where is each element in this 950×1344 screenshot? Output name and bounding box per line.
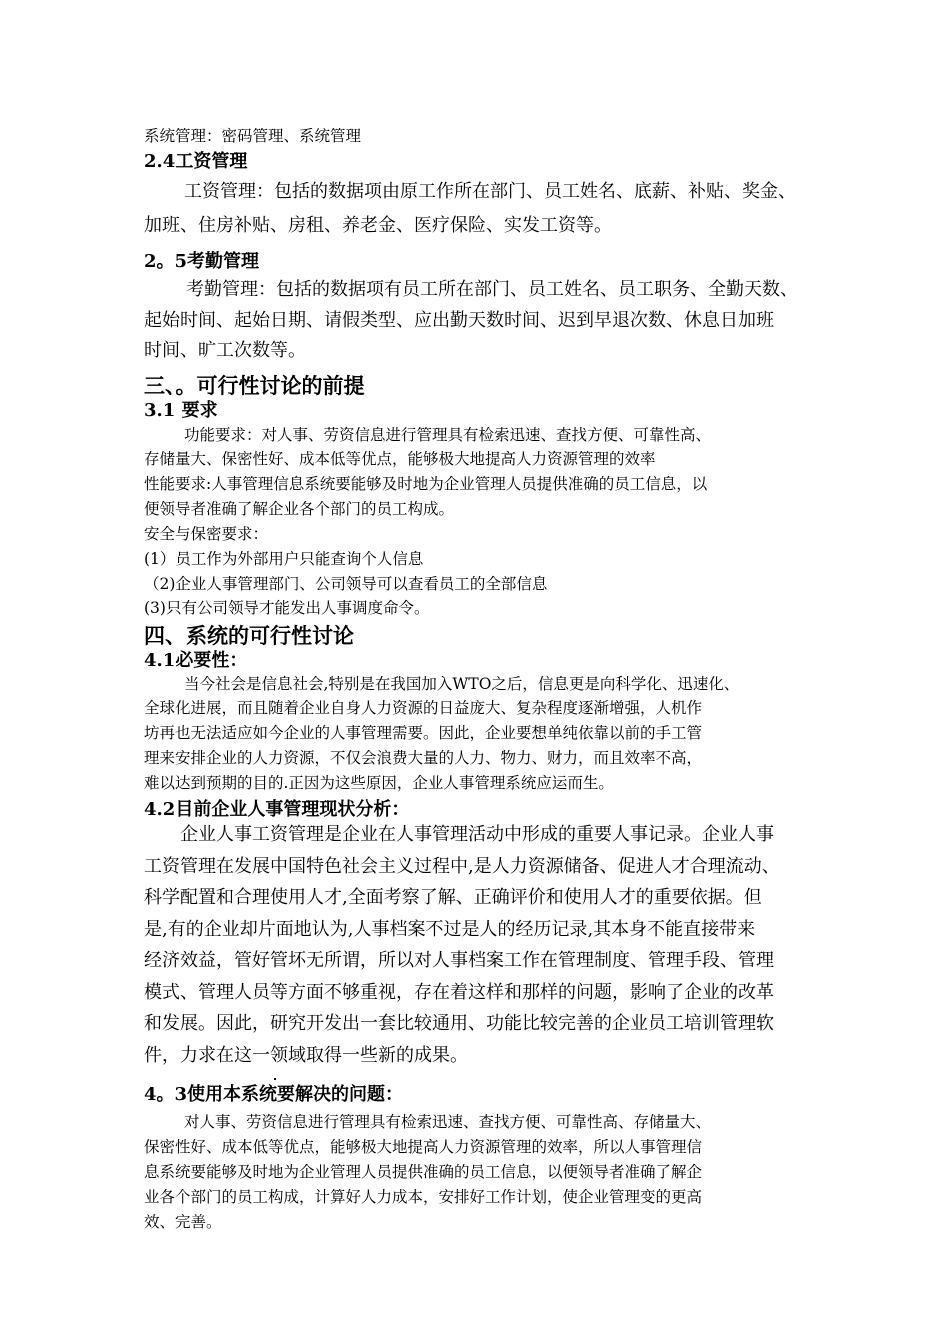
text-line: 功能要求：对人事、劳资信息进行管理具有检索迅速、查找方便、可靠性高、 — [184, 426, 712, 444]
text-line: 理来安排企业的人力资源，不仅会浪费大量的人力、物力、财力，而且效率不高， — [144, 749, 703, 767]
text-line: 对人事、劳资信息进行管理具有检索迅速、查找方便、可靠性高、存储量大、 — [184, 1113, 712, 1131]
text-line: 当今社会是信息社会,特别是在我国加入WTO之后，信息更是向科学化、迅速化、 — [184, 675, 740, 693]
text-line: 是,有的企业却片面地认为,人事档案不过是人的经历记录,其本身不能直接带来 — [144, 919, 756, 940]
text-line: 保密性好、成本低等优点，能够极大地提高人力资源管理的效率，所以人事管理信 — [144, 1138, 703, 1156]
text-line: 存储量大、保密性好、成本低等优点，能够极大地提高人力资源管理的效率 — [144, 450, 656, 468]
section-heading: 4.1必要性： — [144, 650, 248, 671]
text-line: 加班、住房补贴、房租、养老金、医疗保险、实发工资等。 — [144, 215, 612, 236]
text-line: 难以达到预期的目的.正因为这些原因，企业人事管理系统应运而生。 — [144, 774, 614, 792]
text-line: 系统管理：密码管理、系统管理 — [144, 127, 362, 145]
text-line: 模式、管理人员等方面不够重视，存在着这样和那样的问题，影响了企业的改革 — [144, 982, 774, 1003]
text-line: 全球化进展，而且随着企业自身人力资源的日益庞大、复杂程度逐渐增强，人机作 — [144, 699, 703, 717]
chapter-heading: 四、系统的可行性讨论 — [144, 623, 354, 648]
text-line: 时间、旷工次数等。 — [144, 340, 306, 361]
text-line: 起始时间、起始日期、请假类型、应出勤天数时间、迟到早退次数、休息日加班 — [144, 310, 774, 331]
text-line: 便领导者准确了解企业各个部门的员工构成。 — [144, 500, 455, 518]
section-heading: 2.4工资管理 — [144, 151, 248, 172]
text-line: 企业人事工资管理是企业在人事管理活动中形成的重要人事记录。企业人事 — [180, 824, 774, 845]
text-line: 坊再也无法适应如今企业的人事管理需要。因此，企业要想单纯依靠以前的手工管 — [144, 724, 703, 742]
list-item: (1）员工作为外部用户只能查询个人信息 — [144, 550, 424, 568]
text-line: 安全与保密要求： — [144, 525, 269, 543]
section-heading: 3.1 要求 — [144, 400, 218, 421]
text-line: 业各个部门的员工构成，计算好人力成本，安排好工作计划，使企业管理变的更高 — [144, 1188, 703, 1206]
stray-dot — [274, 1078, 276, 1080]
text-line: 工资管理在发展中国特色社会主义过程中,是人力资源储备、促进人才合理流动、 — [144, 856, 780, 877]
section-heading: 4。3使用本系统要解决的问题： — [144, 1084, 404, 1105]
text-line: 考勤管理：包括的数据项有员工所在部门、员工姓名、员工职务、全勤天数、 — [186, 279, 798, 300]
list-item: (3)只有公司领导才能发出人事调度命令。 — [144, 599, 430, 617]
text-line: 效、完善。 — [144, 1213, 222, 1231]
section-heading: 2。5考勤管理 — [144, 251, 260, 272]
text-line: 件，力求在这一领域取得一些新的成果。 — [144, 1045, 468, 1066]
text-line: 经济效益，管好管坏无所谓，所以对人事档案工作在管理制度、管理手段、管理 — [144, 950, 774, 971]
chapter-heading: 三、。可行性讨论的前提 — [144, 373, 365, 398]
text-line: 科学配置和合理使用人才,全面考察了解、正确评价和使用人才的重要依据。但 — [144, 887, 762, 908]
text-line: 和发展。因此，研究开发出一套比较通用、功能比较完善的企业员工培训管理软 — [144, 1013, 774, 1034]
text-line: 性能要求:人事管理信息系统要能够及时地为企业管理人员提供准确的员工信息，以 — [144, 475, 708, 493]
text-line: 息系统要能够及时地为企业管理人员提供准确的员工信息，以便领导者准确了解企 — [144, 1163, 703, 1181]
section-heading: 4.2目前企业人事管理现状分析： — [144, 799, 410, 820]
list-item: （2)企业人事管理部门、公司领导可以查看员工的全部信息 — [144, 575, 548, 593]
text-line: 工资管理：包括的数据项由原工作所在部门、员工姓名、底薪、补贴、奖金、 — [184, 181, 796, 202]
